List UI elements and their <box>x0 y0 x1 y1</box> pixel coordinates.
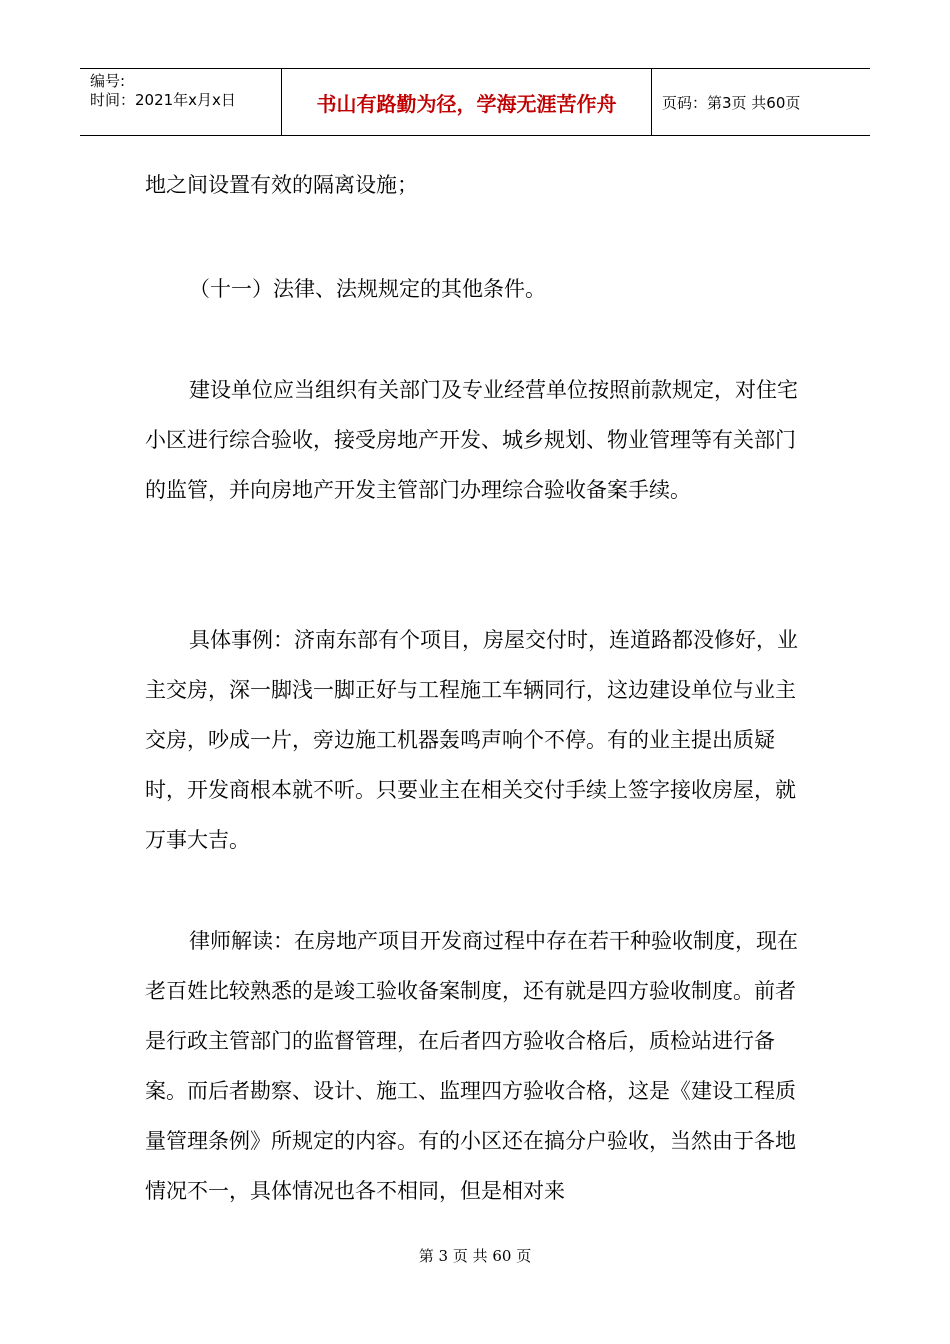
header-motto: 书山有路勤为径，学海无涯苦作舟 <box>282 69 652 135</box>
paragraph-4: 具体事例：济南东部有个项目，房屋交付时，连道路都没修好，业主交房，深一脚浅一脚正好与工程施工车辆同行，这边建设单位与业主交房，吵成一片，旁边施工机器轰鸣声响个不停。有的业主提出质疑时，开发商根本就不听。只要业主在相关交付手续上签字接收房屋，就万事大吉。 <box>145 628 798 852</box>
page-header <box>80 68 870 136</box>
page-footer: 第 3 页 共 60 页 <box>418 1247 532 1265</box>
document-number-label: 编号: <box>90 72 126 90</box>
document-body <box>145 160 815 1216</box>
document-time: 时间：2021年x月x日 <box>90 91 236 109</box>
header-page-info: 页码：第3页 共60页 <box>662 93 801 112</box>
paragraph-3: 建设单位应当组织有关部门及专业经营单位按照前款规定，对住宅小区进行综合验收，接受房地产开发、城乡规划、物业管理等有关部门的监管，并向房地产开发主管部门办理综合验收备案手续。 <box>145 378 798 502</box>
paragraph-1: 地之间设置有效的隔离设施； <box>145 173 418 197</box>
paragraph-5: 律师解读：在房地产项目开发商过程中存在若干种验收制度，现在老百姓比较熟悉的是竣工验收备案制度，还有就是四方验收制度。前者是行政主管部门的监督管理，在后者四方验收合格后，质检站进行备案。而后者勘察、设计、施工、监理四方验收合格，这是《建设工程质量管理条例》所规定的内容。有的小区还在搞分户验收，当然由于各地情况不一，具体情况也各不相同，但是相对来 <box>145 929 798 1203</box>
paragraph-2: （十一）法律、法规规定的其他条件。 <box>189 277 546 301</box>
header-meta <box>80 69 282 135</box>
